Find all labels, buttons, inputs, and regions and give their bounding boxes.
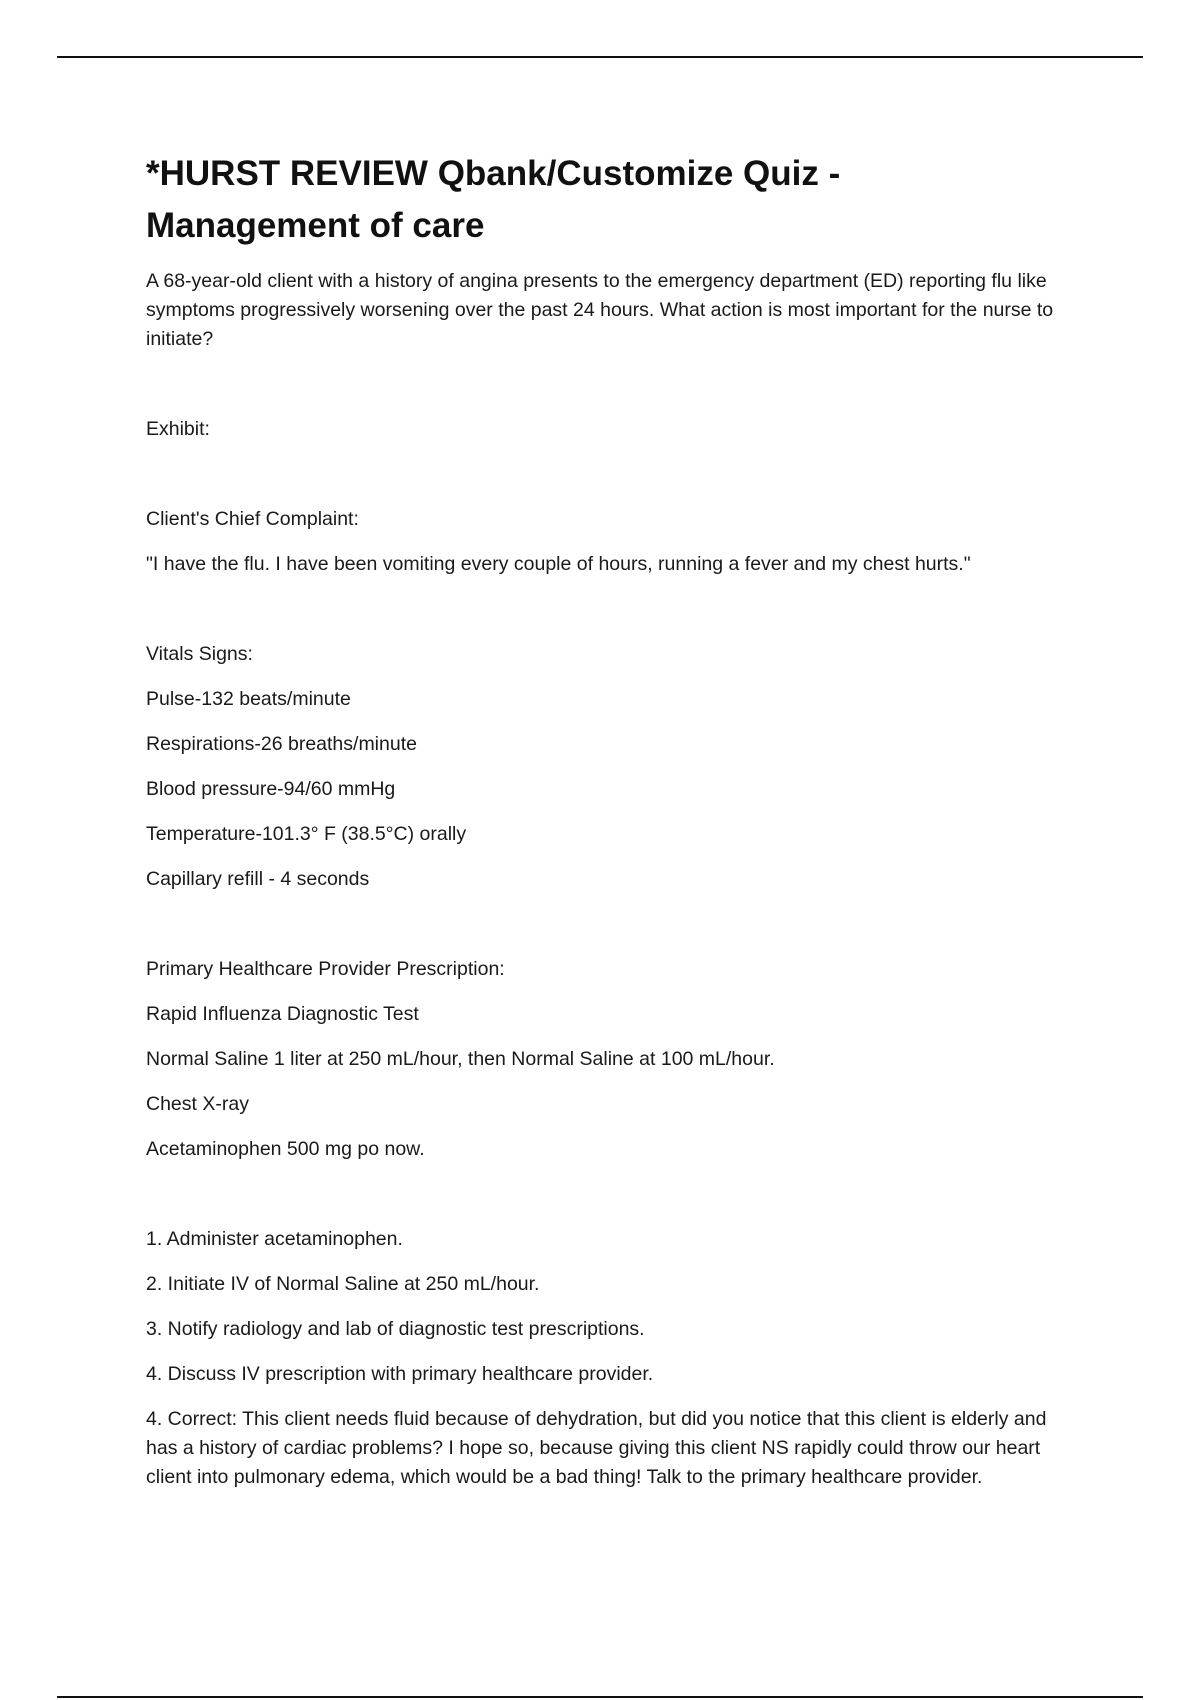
answer-rationale: 4. Correct: This client needs fluid because of dehydration, but did you notice that this client is elderly and has a history of cardiac problems? I hope so, because giving this client NS rapidly could throw our heart client into pulmonary edema, which would be a bad thing! Talk to the primary healthcare provider. bbox=[146, 1408, 1047, 1488]
vitals-heading: Vitals Signs: bbox=[146, 643, 253, 665]
chief-complaint-quote: "I have the flu. I have been vomiting every couple of hours, running a fever and my chest hurts." bbox=[146, 553, 971, 575]
title-line-2: Management of care bbox=[146, 206, 485, 245]
prescription-item: Acetaminophen 500 mg po now. bbox=[146, 1138, 425, 1160]
chief-complaint-heading: Client's Chief Complaint: bbox=[146, 508, 359, 530]
vital-sign-item: Pulse-132 beats/minute bbox=[146, 688, 351, 710]
prescription-item: Rapid Influenza Diagnostic Test bbox=[146, 1003, 419, 1025]
question-text: A 68-year-old client with a history of angina presents to the emergency department (ED) reporting flu like symptoms progressively worsening over the past 24 hours. What action is most important for the nurse to initiate? bbox=[146, 270, 1054, 350]
vital-sign-item: Capillary refill - 4 seconds bbox=[146, 868, 370, 890]
answer-option-4: 4. Discuss IV prescription with primary healthcare provider. bbox=[146, 1363, 654, 1385]
vital-sign-item: Blood pressure-94/60 mmHg bbox=[146, 778, 396, 800]
answer-option-2: 2. Initiate IV of Normal Saline at 250 mL/hour. bbox=[146, 1273, 540, 1295]
prescription-heading: Primary Healthcare Provider Prescription: bbox=[146, 958, 505, 980]
exhibit-label: Exhibit: bbox=[146, 418, 210, 440]
document-title bbox=[146, 148, 1066, 252]
title-line-1: *HURST REVIEW Qbank/Customize Quiz - bbox=[146, 154, 841, 193]
vital-sign-item: Respirations-26 breaths/minute bbox=[146, 733, 417, 755]
prescription-item: Normal Saline 1 liter at 250 mL/hour, then Normal Saline at 100 mL/hour. bbox=[146, 1048, 775, 1070]
vital-sign-item: Temperature-101.3° F (38.5°C) orally bbox=[146, 823, 467, 845]
answer-option-1: 1. Administer acetaminophen. bbox=[146, 1228, 403, 1250]
document-body bbox=[146, 148, 1066, 1492]
top-divider bbox=[57, 56, 1143, 58]
answer-option-3: 3. Notify radiology and lab of diagnostic test prescriptions. bbox=[146, 1318, 645, 1340]
bottom-divider bbox=[57, 1696, 1143, 1698]
prescription-item: Chest X-ray bbox=[146, 1093, 249, 1115]
